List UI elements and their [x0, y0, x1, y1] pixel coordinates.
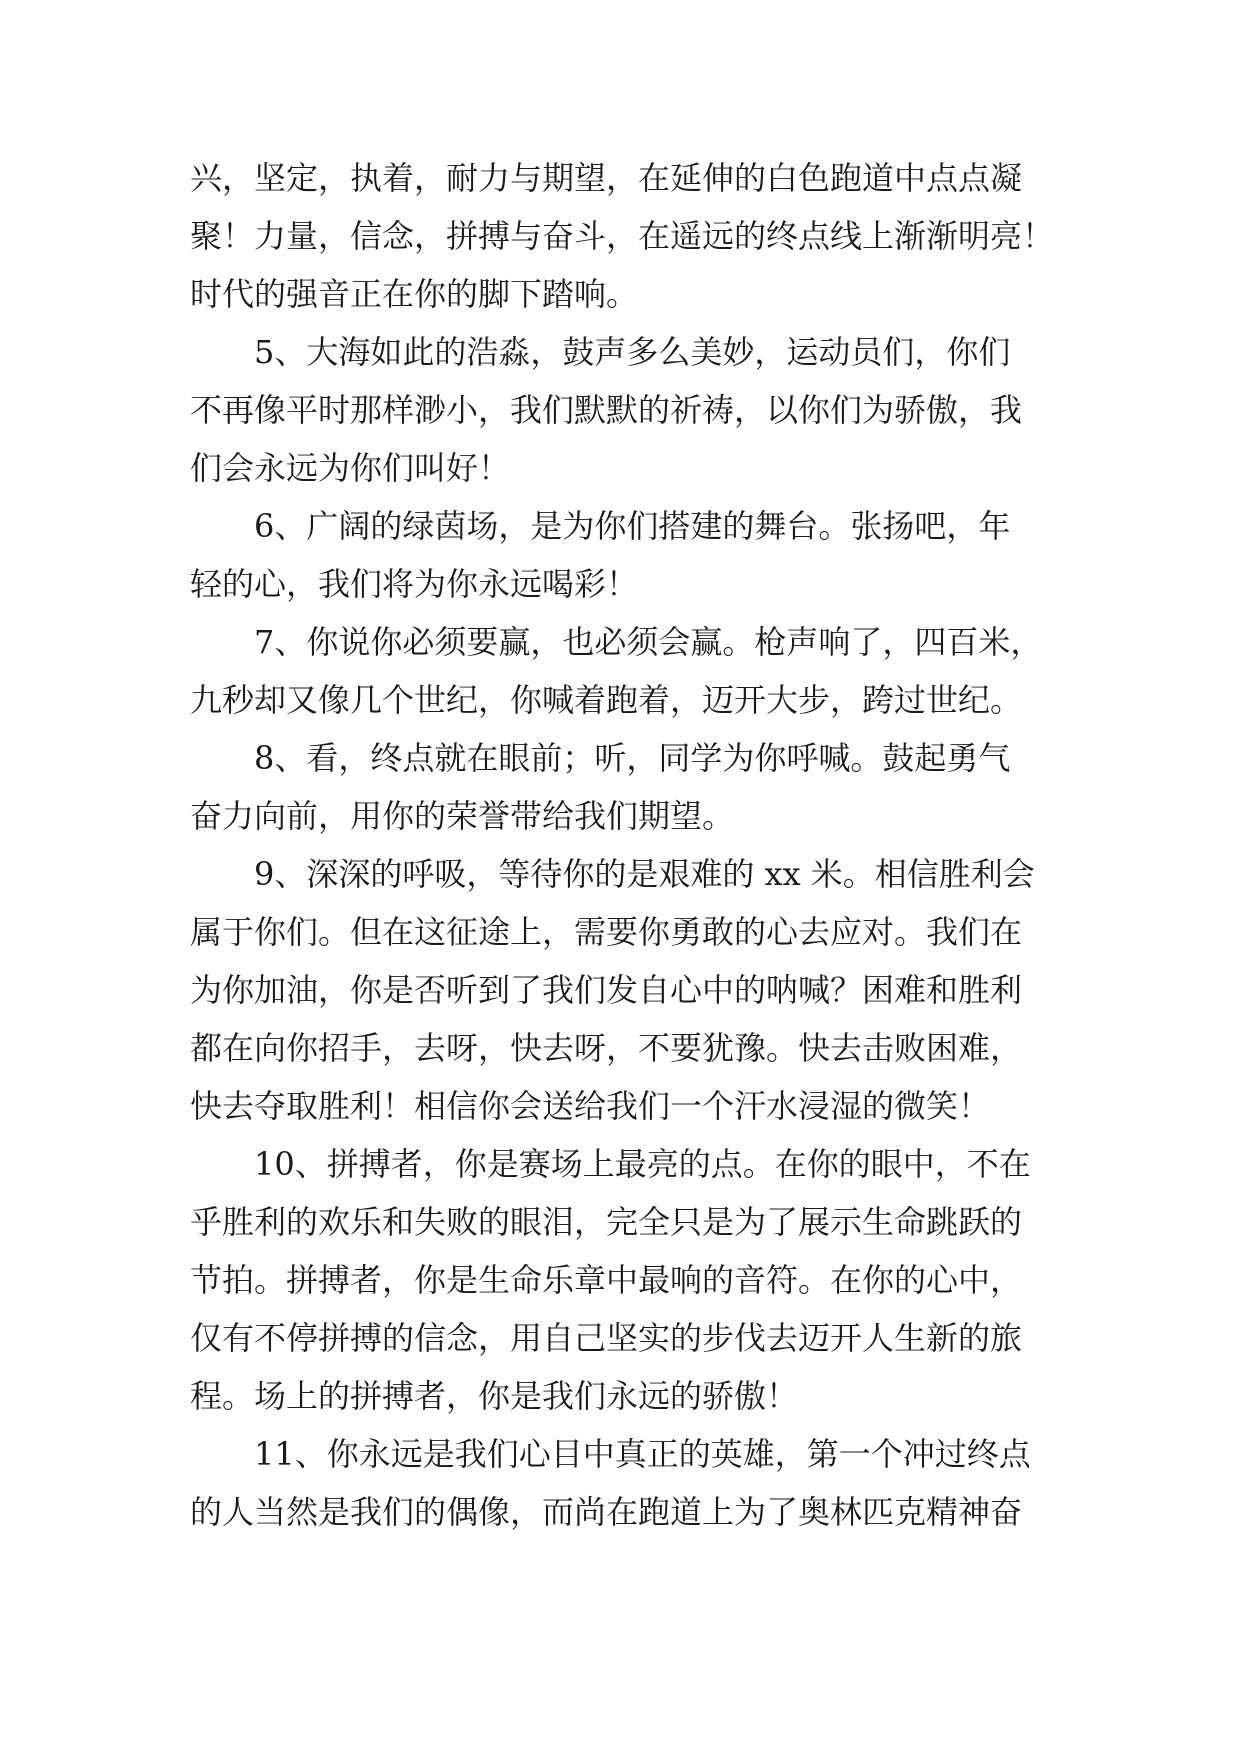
text-line: 兴，坚定，执着，耐力与期望，在延伸的白色跑道中点点凝	[190, 159, 1023, 197]
text-line: 时代的强音正在你的脚下踏响。	[190, 275, 639, 313]
text-line: 属于你们。但在这征途上，需要你勇敢的心去应对。我们在	[190, 913, 1023, 951]
text-line: 程。场上的拼搏者，你是我们永远的骄傲！	[190, 1377, 799, 1415]
text-line: 快去夺取胜利！相信你会送给我们一个汗水浸湿的微笑！	[190, 1087, 991, 1125]
text-line: 聚！力量，信念，拼搏与奋斗，在遥远的终点线上渐渐明亮！	[190, 217, 1055, 255]
text-line: 的人当然是我们的偶像，而尚在跑道上为了奥林匹克精神奋	[190, 1493, 1023, 1531]
text-line: 不再像平时那样渺小，我们默默的祈祷，以你们为骄傲，我	[190, 391, 1023, 429]
text-line: 11、你永远是我们心目中真正的英雄，第一个冲过终点	[254, 1435, 1031, 1473]
text-line: 乎胜利的欢乐和失败的眼泪，完全只是为了展示生命跳跃的	[190, 1203, 1023, 1241]
text-line: 奋力向前，用你的荣誉带给我们期望。	[190, 797, 735, 835]
text-line: 九秒却又像几个世纪，你喊着跑着，迈开大步，跨过世纪。	[190, 681, 1023, 719]
text-line: 7、你说你必须要赢，也必须会赢。枪声响了，四百米，	[254, 623, 1043, 661]
text-line: 5、大海如此的浩淼，鼓声多么美妙，运动员们，你们	[254, 333, 1011, 371]
text-line: 8、看，终点就在眼前；听，同学为你呼喊。鼓起勇气	[254, 739, 1011, 777]
text-line: 6、广阔的绿茵场，是为你们搭建的舞台。张扬吧，年	[254, 507, 1011, 545]
text-line: 们会永远为你们叫好！	[190, 449, 511, 487]
text-line: 都在向你招手，去呀，快去呀，不要犹豫。快去击败困难，	[190, 1029, 1023, 1067]
text-line: 为你加油，你是否听到了我们发自心中的呐喊？困难和胜利	[190, 971, 1023, 1009]
text-line: 节拍。拼搏者，你是生命乐章中最响的音符。在你的心中，	[190, 1261, 1023, 1299]
text-line: 9、深深的呼吸，等待你的是艰难的 xx 米。相信胜利会	[254, 855, 1035, 893]
text-line: 仅有不停拼搏的信念，用自己坚实的步伐去迈开人生新的旅	[190, 1319, 1023, 1357]
text-line: 10、拼搏者，你是赛场上最亮的点。在你的眼中，不在	[254, 1145, 1031, 1183]
text-line: 轻的心，我们将为你永远喝彩！	[190, 565, 639, 603]
